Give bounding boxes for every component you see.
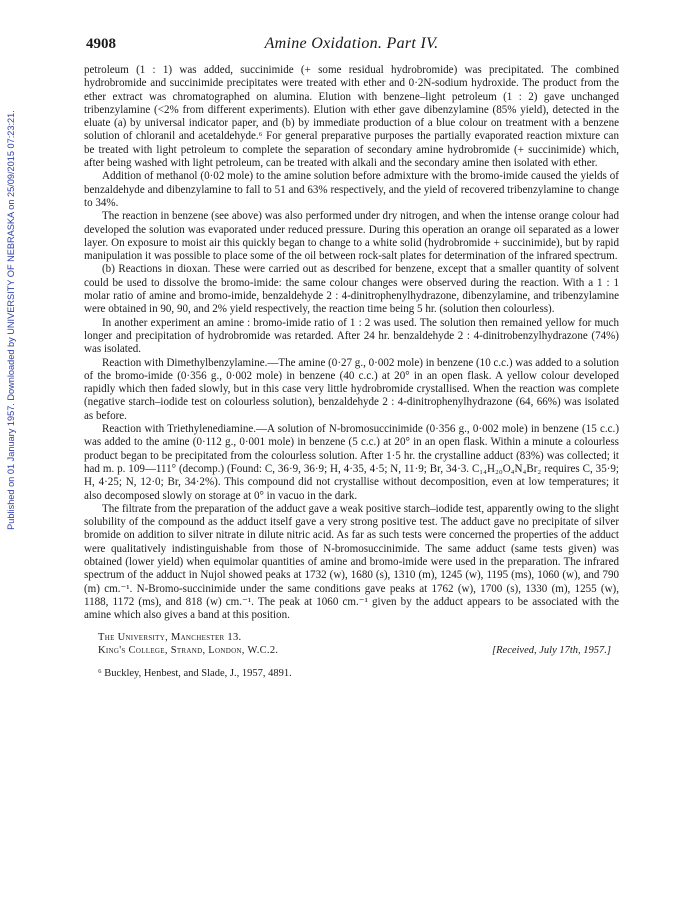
paragraph: (b) Reactions in dioxan. These were carried out as described for benzene, except that a smaller quantity of solvent could be used to dissolve the bromo-imide: the same colour changes were observed during the reaction. With a 1 : 1 molar ratio of amine and bromo-imide, benzaldehyde 2 : 4-dinitrophenylhydrazone, dibenzylamine, and tribenzylamine were obtained in 90, 90, and 2% yield respectively, the reaction time being 5 hr. (solution then colourless). — [84, 263, 619, 316]
journal-page — [84, 36, 619, 680]
paragraph: In another experiment an amine : bromo-imide ratio of 1 : 2 was used. The solution then remained yellow for much longer and precipitation of hydrobromide was retarded. After 24 hr. benzaldehyde 2 : 4-dinitrobenzylhydrazone (74%) was isolated. — [84, 316, 619, 356]
paragraph: Reaction with Dimethylbenzylamine.—The amine (0·27 g., 0·002 mole) in benzene (10 c.c.) was added to a solution of the bromo-imide (0·356 g., 0·002 mole) in benzene (40 c.c.) at 20° in an open flask. A yellow colour developed rapidly which then faded slowly, but in this case very little hydrobromide crystallised. When the reaction was complete (negative starch–iodide test on colourless solution), benzaldehyde 2 : 4-dinitrophenylhydrazone (64, 66%) was isolated as before. — [84, 356, 619, 422]
page-number: 4908 — [86, 36, 116, 52]
footnote: ⁶ Buckley, Henbest, and Slade, J., 1957, 4891. — [98, 668, 292, 680]
received-date: [Received, July 17th, 1957.] — [492, 645, 611, 657]
paragraph: petroleum (1 : 1) was added, succinimide (+ some residual hydrobromide) was precipitated. The combined hydrobromide and succinimide precipitates were treated with ether and 0·2N-sodium hydroxide. The product from the ether extract was chromatographed on alumina. Elution with benzene–light petroleum (1 : 2) gave unchanged tribenzylamine (<2% from different experiments). Elution with ether gave dibenzylamine (85% yield), detected in the eluate (a) by universal indicator paper, and (b) by immediate production of a blue colour on treatment with a benzene solution of chloranil and acetaldehyde.⁶ For general preparative purposes the partially evaporated reaction mixture can be treated with light petroleum to complete the separation of secondary amine hydrobromide (+ succinimide) which, after being washed with light petroleum, can be treated with alkali and the secondary amine then isolated with ether. — [84, 64, 619, 170]
paragraph: Addition of methanol (0·02 mole) to the amine solution before admixture with the bromo-imide caused the yields of benzaldehyde and dibenzylamine to fall to 51 and 63% respectively, and the yield of recovered tribenzylamine to change to 34%. — [84, 170, 619, 209]
paragraph: The reaction in benzene (see above) was also performed under dry nitrogen, and when the intense orange colour had developed the solution was evaporated under reduced pressure. During this operation an orange oil separated as a lower layer. On exposure to moist air this quickly began to change to a white solid (hydrobromide + succinimide), but by rapid manipulation it was possible to place some of the oil between rock-salt plates for determination of the infrared spectrum. — [84, 210, 619, 263]
download-watermark-text: Published on 01 January 1957. Downloaded by UNIVERSITY OF NEBRASKA on 25/09/2015 07:23:21. — [6, 110, 16, 530]
page-header — [84, 36, 619, 64]
running-title: Amine Oxidation. Part IV. — [264, 35, 439, 52]
paragraph: Reaction with Triethylenediamine.—A solution of N-bromosuccinimide (0·356 g., 0·002 mole) in benzene (15 c.c.) was added to the amine (0·112 g., 0·001 mole) in benzene (5 c.c.) at 20° in an open flask. Within a minute a colourless product began to be precipitated from the colourless solution. After 1·5 hr. the crystalline adduct (83%) was collected; it had m. p. 109—111° (decomp.) (Found: C, 36·9, 36·9; H, 4·35, 4·5; N, 11·9; Br, 34·3. C₁₄H₂₀O₄N₄Br₂ requires C, 35·9; H, 4·25; N, 12·0; Br, 34·2%). This compound did not crystallise without decomposition, even at low temperatures; it also decomposed slowly on storage at 0° in vacuo in the dark. — [84, 423, 619, 502]
page-footer — [84, 631, 619, 680]
affiliation-line: King's College, Strand, London, W.C.2. — [98, 645, 279, 657]
paragraph: The filtrate from the preparation of the adduct gave a weak positive starch–iodide test, apparently owing to the slight solubility of the compound as the adduct itself gave a very strong positive test. The adduct gave no precipitate of silver bromide on addition to silver nitrate in dilute nitric acid. As far as such tests were concerned the properties of the adduct were qualitatively indistinguishable from those of N-bromosuccinimide. The same adduct (same tests given) was obtained (lower yield) when equimolar quantities of amine and bromo-imide were used in the preparation. The infrared spectrum of the adduct in Nujol showed peaks at 1732 (w), 1680 (s), 1310 (m), 1245 (w), 1195 (ms), 1060 (w), and 790 (m) cm.⁻¹. N-Bromo-succinimide under the same conditions gave peaks at 1762 (w), 1700 (s), 1330 (m), 1255 (w), 1188, 1172 (ms), and 818 (w) cm.⁻¹. The peak at 1060 cm.⁻¹ given by the adduct appears to be associated with the amine which also gives a band at this position. — [84, 502, 619, 622]
affiliation-line: The University, Manchester 13. — [98, 632, 242, 644]
download-watermark — [4, 60, 18, 580]
article-body — [84, 64, 619, 622]
